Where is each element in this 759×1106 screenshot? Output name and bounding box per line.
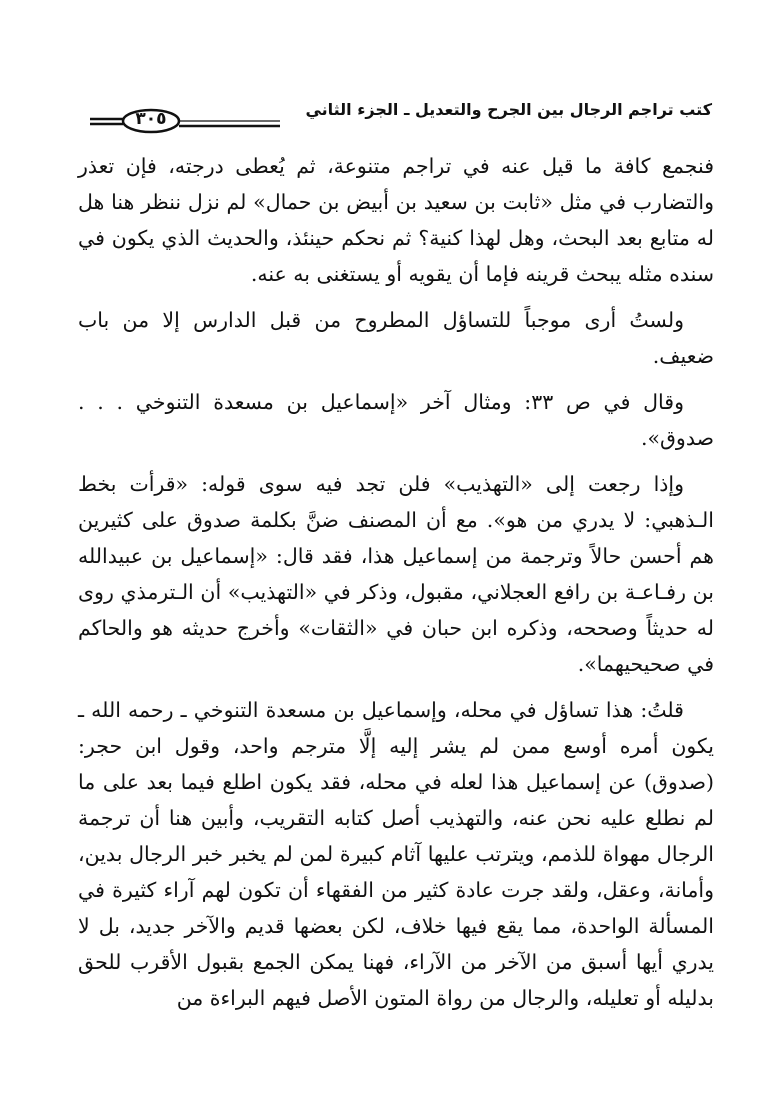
- page-number-ornament: [90, 108, 280, 134]
- page-number: ٣٠٥: [135, 109, 167, 129]
- paragraph: ولستُ أرى موجباً للتساؤل المطروح من قبل الدارس إلا من باب ضعيف.: [78, 308, 714, 368]
- paragraph: وقال في ص ٣٣: ومثال آخر «إسماعيل بن مسعدة التنوخي . . . صدوق».: [78, 390, 714, 450]
- page-header: [90, 96, 712, 136]
- paragraph: فنجمع كافة ما قيل عنه في تراجم متنوعة، ثم يُعطى درجته، فإن تعذر والتضارب في مثل «ثابت بن سعيد بن أبيض بن حمال» لم نزل ننظر هنا هل له متابع بعد البحث، وهل لهذا كنية؟ ثم نحكم حينئذ، والحديث الذي يكون في سنده مثله يبحث قرينه فإما أن يقويه أو يستغنى به عنه.: [78, 154, 714, 286]
- ornament-rule-icon: [90, 108, 280, 134]
- body-text: [78, 148, 714, 1026]
- paragraph: وإذا رجعت إلى «التهذيب» فلن تجد فيه سوى قوله: «قرأت بخط الـذهبي: لا يدري من هو». مع أن المصنف ضنَّ بكلمة صدوق على كثيرين هم أحسن حالاً وترجمة من إسماعيل هذا، فقد قال: «إسماعيل بن عبيدالله بن رفـاعـة بن رافع العجلاني، مقبول، وذكر في «التهذيب» أن الـترمذي روى له حديثاً وصححه، وذكره ابن حبان في «الثقات» وأخرج حديثه هو والحاكم في صحيحيهما».: [78, 472, 714, 676]
- paragraph: قلتُ: هذا تساؤل في محله، وإسماعيل بن مسعدة التنوخي ـ رحمه الله ـ يكون أمره أوسع ممن لم يشر إليه إلَّا مترجم واحد، وقول ابن حجر: (صدوق) عن إسماعيل هذا لعله في محله، فقد يكون اطلع فيما بعد على ما لم نطلع عليه نحن عنه، والتهذيب أصل كتابه التقريب، وأبين هنا أن ترجمة الرجال مهواة للذمم، ويترتب عليها آثام كبيرة لمن لم يخبر خبر الرجال بدين، وأمانة، وعقل، ولقد جرت عادة كثير من الفقهاء أن تكون لهم آراء كثيرة في المسألة الواحدة، مما يقع فيها خلاف، لكن بعضها قديم والآخر جديد، بل لا يدري أيها أسبق من الآخر من الآراء، فهنا يمكن الجمع بقبول الأقرب للحق بدليله أو تعليله، والرجال من رواة المتون الأصل فيهم البراءة من: [78, 698, 714, 1010]
- running-title: كتب تراجم الرجال بين الجرح والتعديل ـ الجزء الثاني: [305, 100, 712, 119]
